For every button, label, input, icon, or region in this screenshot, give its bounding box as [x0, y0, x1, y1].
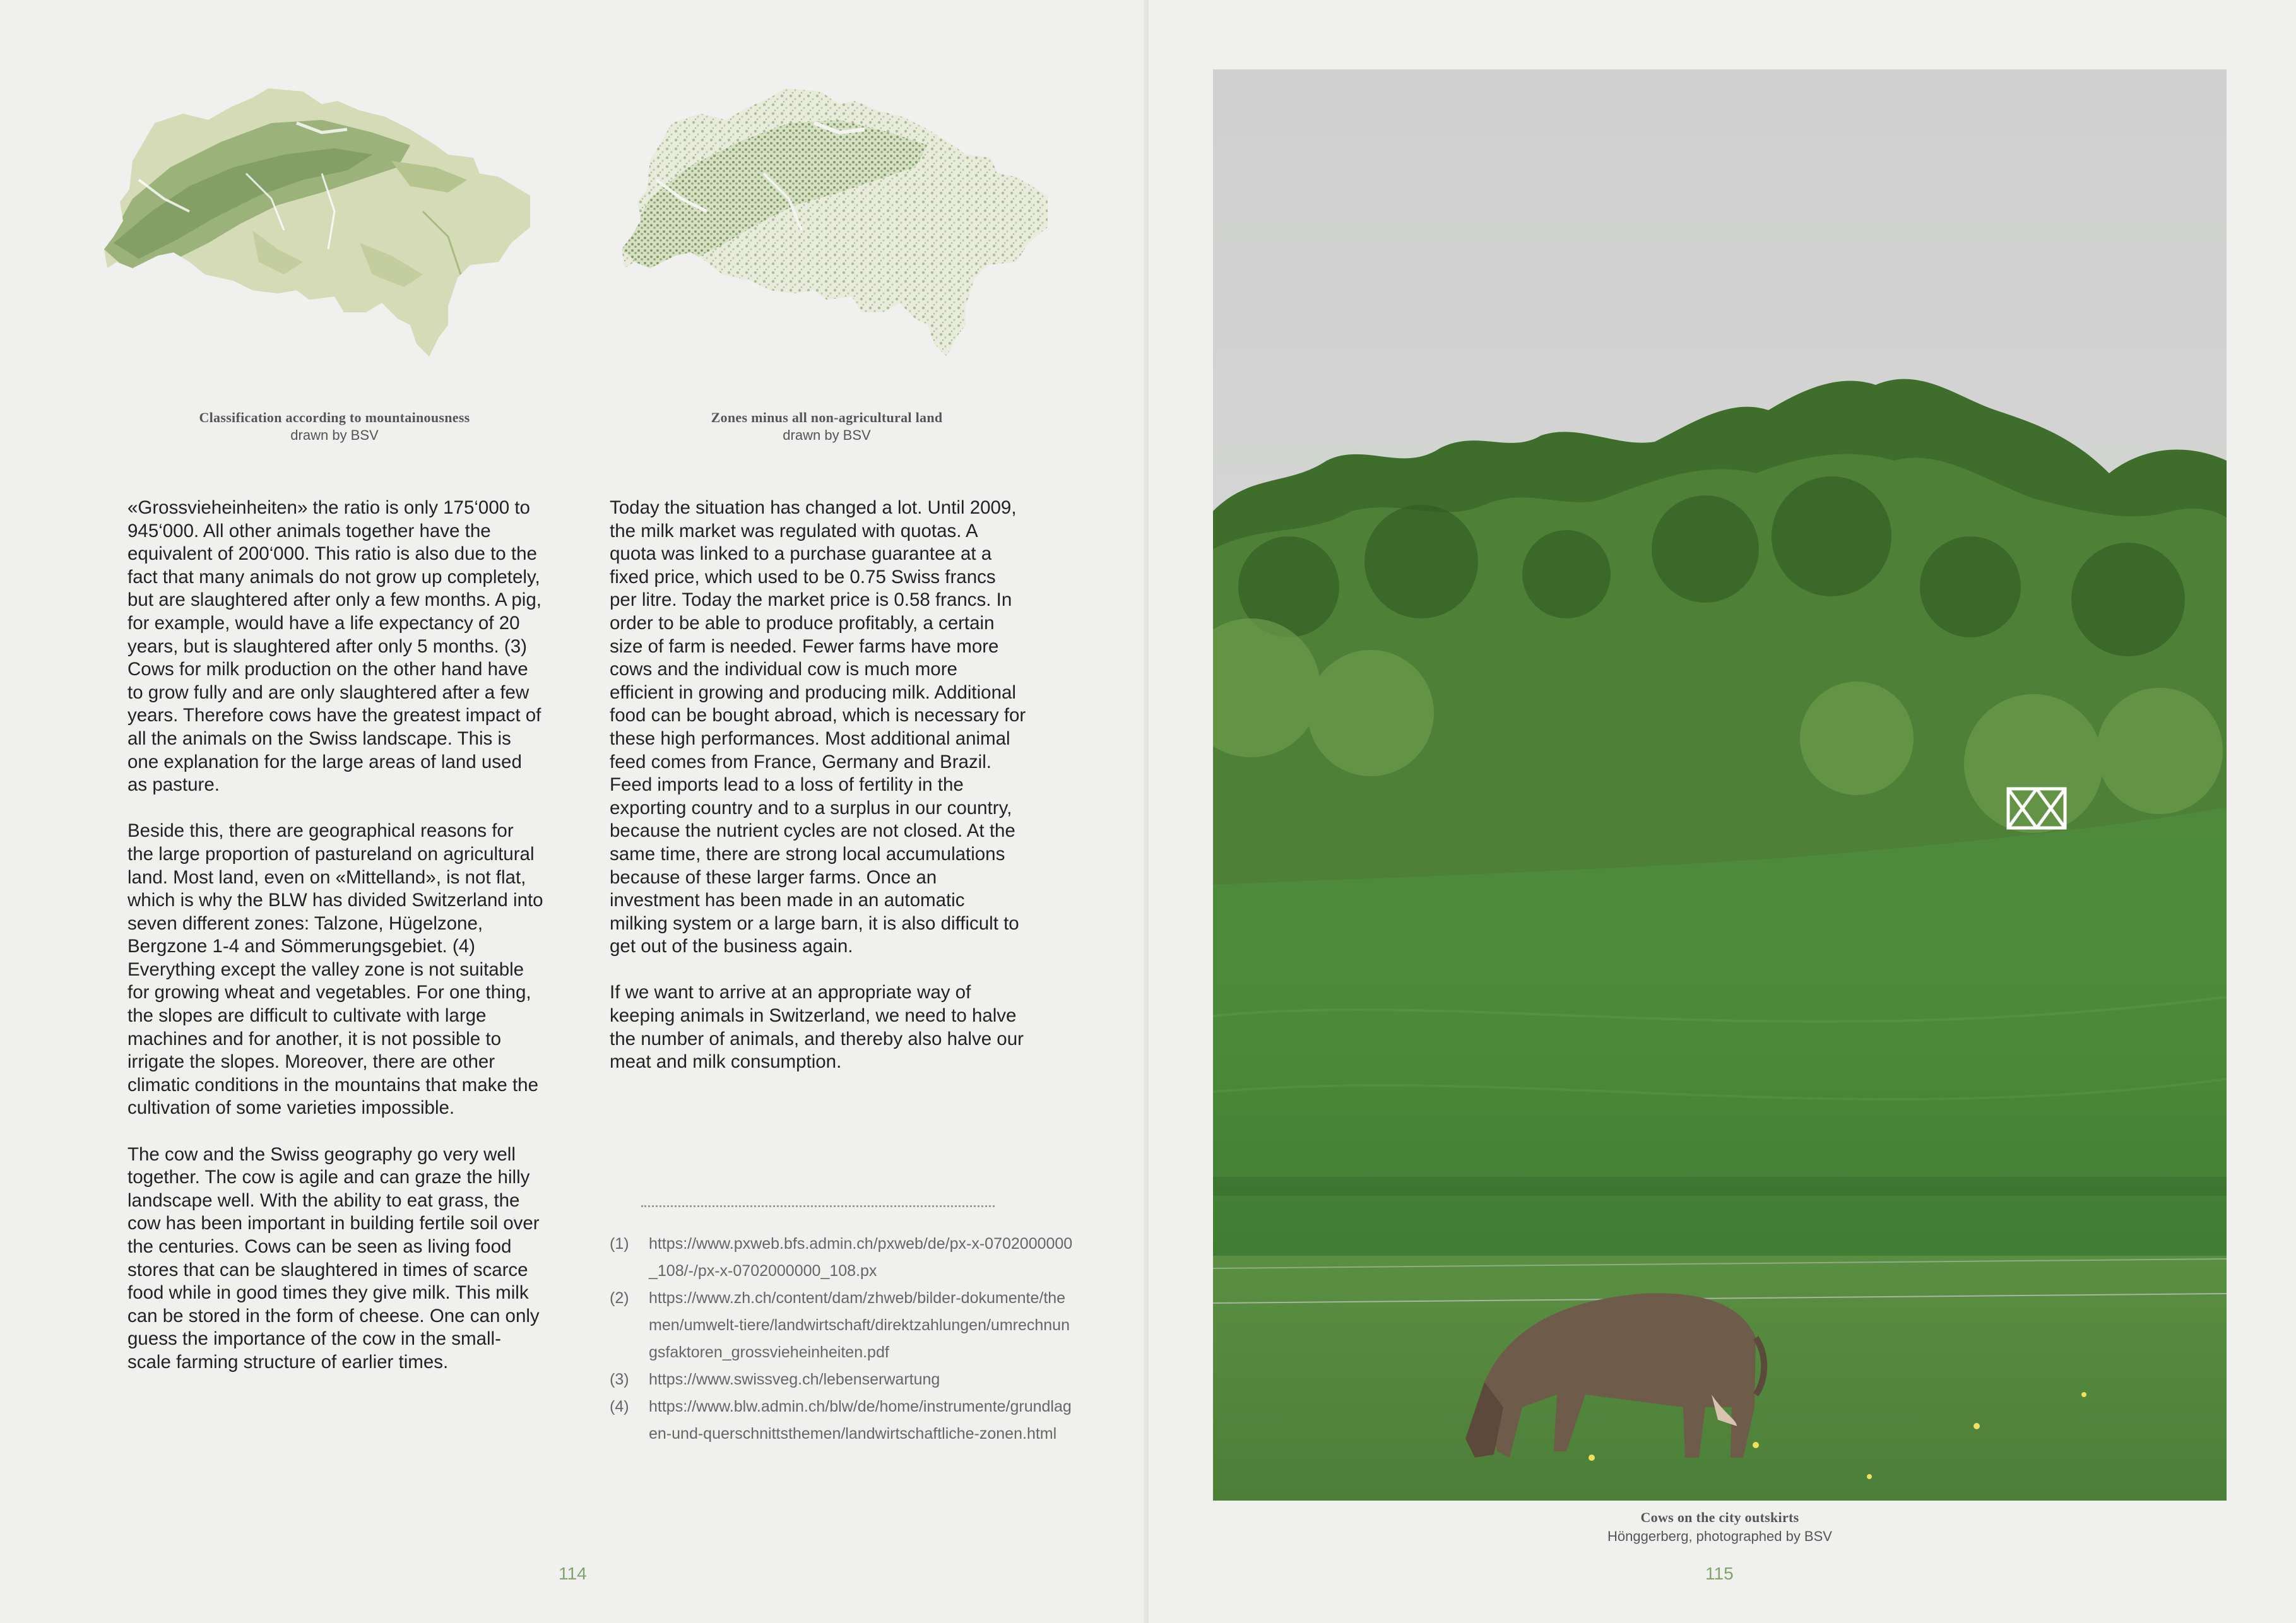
photo-title: Cows on the city outskirts — [1640, 1509, 1799, 1525]
page-number-right: 115 — [1705, 1564, 1734, 1583]
paragraph: Beside this, there are geographical reasons for the large proportion of pastureland on agricultural land. Most land, even on «Mittelland», is not flat, which is why the BLW has divided Switzerland into seven different zones: Talzone, Hügelzone, Bergzone 1-4 and Sömmerungsgebiet. (4) — [127, 820, 543, 957]
paragraph: If we want to arrive at an appropriate way of keeping animals in Switzerland, we need to halve the number of animals, and thereby also halve our meat and milk consumption. — [610, 982, 1024, 1073]
map-caption-agricultural-zones — [606, 409, 1048, 444]
page-number-left: 114 — [559, 1564, 587, 1583]
map-credit: drawn by BSV — [783, 427, 871, 443]
cow-photo — [1213, 69, 2227, 1501]
footnote-number: (4) — [610, 1398, 629, 1415]
footnote-link[interactable]: https://www.blw.admin.ch/blw/de/home/instrumente/grundlagen-und-querschnittsthemen/landwirtschaftliche-zonen.html — [649, 1398, 1072, 1443]
photo-credit: Hönggerberg, photographed by BSV — [1607, 1528, 1832, 1544]
map-credit: drawn by BSV — [290, 427, 379, 443]
paragraph: «Grossvieheinheiten» the ratio is only 175‘000 to 945‘000. All other animals together have the equivalent of 200‘000. This ratio is also due to the fact that many animals do not grow up completely, but are slaughtered after only a few months. A pig, for example, would have a life expectancy of 20 years, but is slaughtered after only 5 months. (3) — [127, 497, 541, 657]
footnote — [610, 1231, 1077, 1285]
footnote-link[interactable]: https://www.zh.ch/content/dam/zhweb/bilder-dokumente/themen/umwelt-tiere/landwirtschaft/direktzahlungen/umrechnungsfaktoren_grossvieheinheiten.pdf — [649, 1289, 1070, 1361]
paragraph: Today the situation has changed a lot. Until 2009, the milk market was regulated with quotas. A quota was linked to a purchase guarantee at a fixed price, which used to be 0.75 Swiss francs per litre. Today the market price is 0.58 francs. In order to be able to produce profitably, a certain size of farm is needed. Fewer farms have more cows and the individual cow is much more efficient in growing and producing milk. Additional food can be bought abroad, which is necessary for these high performances. Most additional animal feed comes from France, Germany and Brazil. Feed imports lead to a loss of fertility in the exporting country and to a surplus in our country, because the nutrient cycles are not closed. At the same time, there are strong local accumulations because of these larger farms. Once an investment has been made in an automatic milking system or a large barn, it is also difficult to get out of the business again. — [610, 497, 1026, 957]
paragraph: Everything except the valley zone is not suitable for growing wheat and vegetables. For one thing, the slopes are difficult to cultivate with large machines and for another, it is not possible to irrigate the slopes. Moreover, there are other climatic conditions in the mountains that make the cultivation of some varieties impossible. — [127, 959, 538, 1119]
footnote-divider — [641, 1205, 995, 1207]
mountainousness-map — [95, 85, 536, 366]
footnote-number: (2) — [610, 1289, 629, 1307]
footnotes — [610, 1231, 1077, 1448]
paragraph: The cow and the Swiss geography go very well together. The cow is agile and can graze the hilly landscape well. With the ability to eat grass, the cow has been important in building fertile soil over the centuries. Cows can be seen as living food stores that can be slaughtered in times of scarce food while in good times they give milk. This milk can be stored in the form of cheese. One can only guess the importance of the cow in the small-scale farming structure of earlier times. — [127, 1143, 540, 1372]
footnote — [610, 1285, 1077, 1366]
paragraph: Cows for milk production on the other hand have to grow fully and are only slaughtered after a few years. Therefore cows have the greatest impact of all the animals on the Swiss landscape. This is one explanation for the large areas of land used as pasture. — [127, 659, 541, 796]
page-left — [0, 0, 1147, 1623]
map-caption-mountainousness — [114, 409, 555, 444]
text-column-right — [610, 497, 1026, 1074]
footnote — [610, 1393, 1077, 1448]
footnote-link[interactable]: https://www.pxweb.bfs.admin.ch/pxweb/de/px-x-0702000000_108/-/px-x-0702000000_108.px — [649, 1235, 1073, 1280]
photo-caption — [1213, 1508, 2227, 1546]
footnote-link[interactable]: https://www.swissveg.ch/lebenserwartung — [649, 1371, 940, 1388]
map-title: Zones minus all non-agricultural land — [711, 410, 943, 425]
footnote-number: (1) — [610, 1235, 629, 1253]
map-title: Classification according to mountainousness — [199, 410, 470, 425]
text-column-left — [127, 497, 544, 1374]
footnote-number: (3) — [610, 1371, 629, 1388]
agricultural-zones-map — [612, 85, 1054, 366]
footnote — [610, 1366, 1077, 1393]
